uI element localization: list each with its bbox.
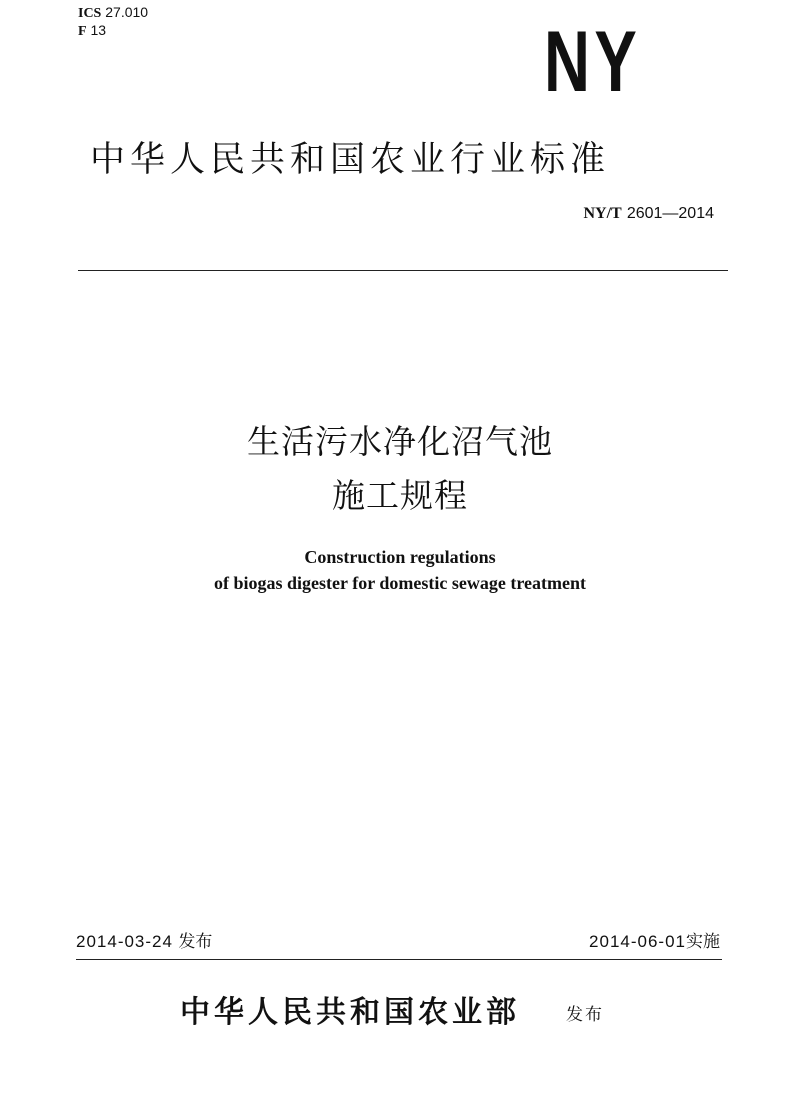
ics-code: ICS 27.010 <box>78 4 149 21</box>
issue-date-block <box>76 930 212 954</box>
standard-code-number: 2601—2014 <box>626 205 714 222</box>
ics-number: 27.010 <box>105 4 149 20</box>
bottom-divider <box>76 959 722 960</box>
standard-type-heading: 中华人民共和国农业行业标准 <box>90 140 611 180</box>
chinese-title-line-1: 生活污水净化沼气池 <box>247 422 553 461</box>
ny-logo: NY <box>544 14 642 110</box>
issue-label: 发布 <box>178 932 213 952</box>
implementation-label: 实施 <box>686 932 720 952</box>
top-divider <box>78 270 728 271</box>
issue-date: 2014-03-24 <box>76 932 173 951</box>
implementation-date: 2014-06-01 <box>589 932 686 951</box>
chinese-title-line-2: 施工规程 <box>332 476 468 515</box>
implementation-date-block <box>589 930 720 954</box>
classification-number: 13 <box>90 22 107 38</box>
standard-code-prefix: NY/T <box>583 205 622 222</box>
classification-code: F 13 <box>78 22 107 39</box>
standard-code <box>583 203 714 224</box>
publish-label: 发布 <box>566 1005 604 1025</box>
publisher-name: 中华人民共和国农业部 <box>180 995 520 1030</box>
english-title-line-1: Construction regulations <box>304 547 496 567</box>
english-title-line-2: of biogas digester for domestic sewage treatment <box>214 573 586 593</box>
